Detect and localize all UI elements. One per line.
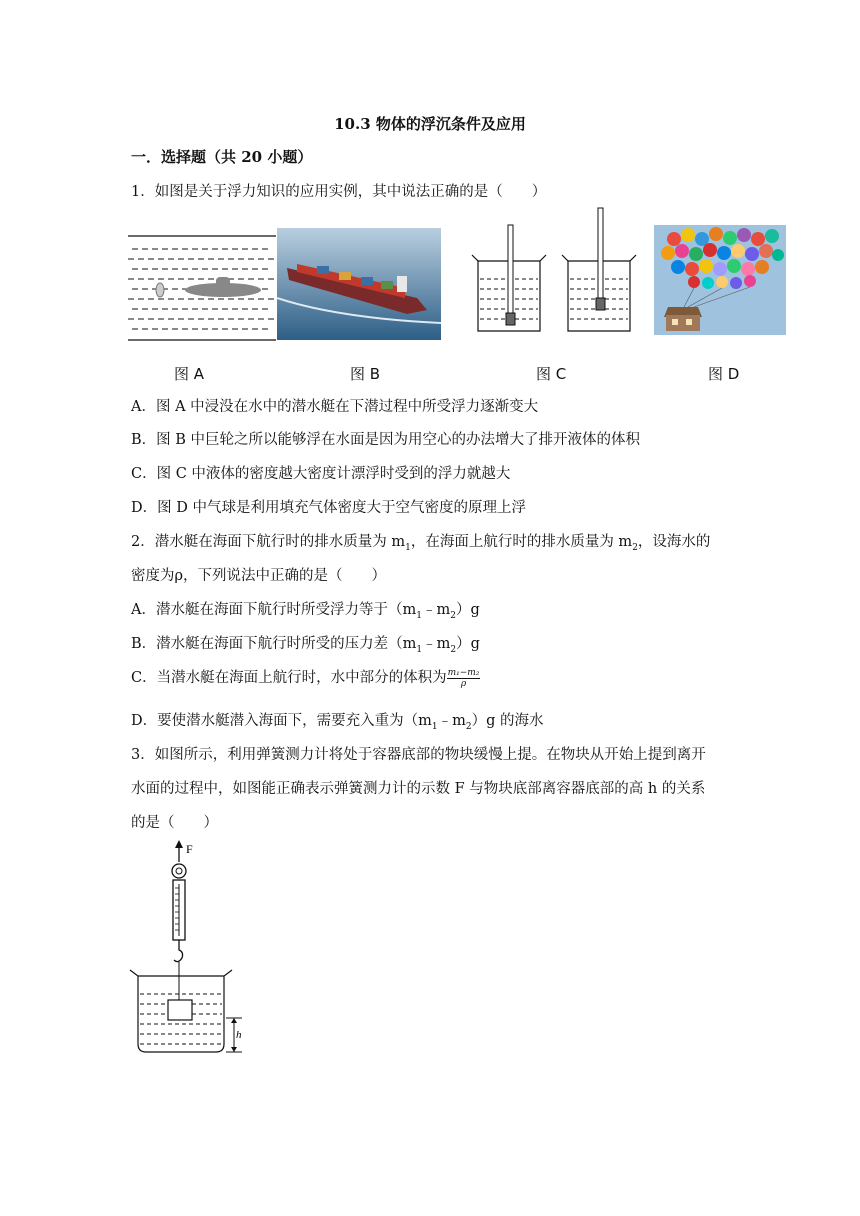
q2-opt-a-part1: A．潜水艇在海面下航行时所受浮力等于（m: [131, 602, 417, 618]
caption-figure-a: 图 A: [174, 365, 205, 383]
question-3-stem-line2: 水面的过程中，如图能正确表示弹簧测力计的示数 F 与物块底部离容器底部的高 h 的关系: [131, 781, 706, 797]
q2-line1-part2: ，在海面上航行时的排水质量为 m: [410, 534, 633, 550]
figure-a-submarine: [128, 233, 276, 341]
fraction-numerator: m₁−m₂: [447, 667, 480, 678]
caption-figure-b: 图 B: [350, 365, 381, 383]
subscript-1: 1: [405, 542, 411, 553]
q2-line1-part1: 2．潜水艇在海面下航行时的排水质量为 m: [131, 534, 406, 550]
question-1-figures: [128, 205, 788, 390]
section-heading: 一．选择题（共 20 小题）: [131, 148, 313, 166]
q2-opt-d-part1: D．要使潜水艇潜入海面下，需要充入重为（m: [131, 713, 432, 729]
q2-opt-b-part1: B．潜水艇在海面下航行时所受的压力差（m: [131, 636, 417, 652]
subscript-1: 1: [416, 644, 423, 655]
subscript-2: 2: [632, 542, 638, 553]
subscript-2: 2: [450, 644, 457, 655]
question-3-stem-line1: 3．如图所示，利用弹簧测力计将处于容器底部的物块缓慢上提。在物块从开始上提到离开: [131, 747, 706, 763]
question-2-stem-line1: [131, 530, 710, 553]
question-2-option-a: [131, 598, 480, 621]
figure-spring-scale: [128, 838, 248, 1058]
question-1-option-a: A．图 A 中浸没在水中的潜水艇在下潜过程中所受浮力逐渐变大: [131, 399, 539, 415]
question-2-option-d: [131, 709, 544, 732]
q2-opt-b-part2: ﹣m: [422, 636, 451, 652]
q2-opt-a-part3: ）g: [455, 602, 480, 618]
fraction-denominator: ρ: [460, 678, 467, 689]
caption-figure-c: 图 C: [536, 365, 567, 383]
figure-d-balloons: [654, 225, 786, 335]
fraction: [447, 668, 481, 689]
question-1-option-d: D．图 D 中气球是利用填充气体密度大于空气密度的原理上浮: [131, 500, 526, 516]
q2-line1-part3: ，设海水的: [637, 534, 711, 550]
figure-c-hydrometers: [466, 205, 646, 345]
question-1-option-c: C．图 C 中液体的密度越大密度计漂浮时受到的浮力就越大: [131, 466, 511, 482]
subscript-2: 2: [450, 610, 456, 621]
q2-opt-a-part2: ﹣m: [421, 602, 451, 618]
label-force-f: F: [186, 842, 193, 856]
caption-figure-d: 图 D: [708, 365, 740, 383]
question-1-option-b: B．图 B 中巨轮之所以能够浮在水面是因为用空心的办法增大了排开液体的体积: [131, 432, 641, 448]
question-2-option-c: [131, 666, 480, 689]
question-3-stem-line3: 的是（ ）: [131, 815, 218, 831]
q2-opt-d-part3: ）g 的海水: [471, 713, 544, 729]
subscript-2: 2: [465, 721, 472, 732]
page-title: 10.3 物体的浮沉条件及应用: [334, 115, 526, 133]
q2-opt-b-part3: ）g: [456, 636, 480, 652]
figure-b-ship: [277, 228, 441, 340]
q2-opt-d-part2: ﹣m: [437, 713, 466, 729]
question-1-stem: 1．如图是关于浮力知识的应用实例，其中说法正确的是（ ）: [131, 184, 547, 200]
subscript-1: 1: [416, 610, 422, 621]
q2-opt-c-text: C．当潜水艇在海面上航行时，水中部分的体积为: [131, 670, 447, 686]
label-height-h: h: [236, 1029, 242, 1041]
subscript-1: 1: [431, 721, 438, 732]
question-2-stem-line2: 密度为ρ，下列说法中正确的是（ ）: [131, 568, 387, 584]
question-2-option-b: [131, 632, 480, 655]
